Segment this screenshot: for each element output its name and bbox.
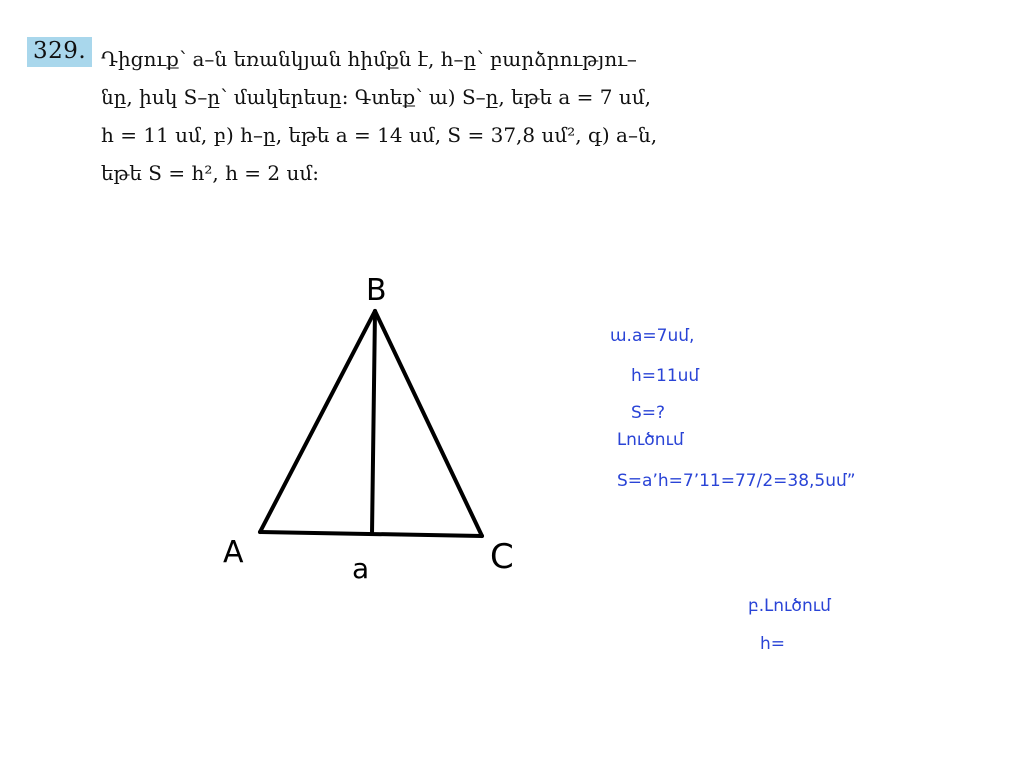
side-ab: [260, 311, 375, 532]
problem-line-1: Դիցուք՝ a–ն եռանկյան հիմքն է, h–ը՝ բարձրությու–: [101, 47, 637, 71]
base-label-a: a: [352, 552, 370, 585]
note-part-b-solution-label: բ.Լուծում: [748, 596, 831, 616]
note-part-a-solution-label: Լուծում: [617, 430, 684, 450]
problem-number-badge: 329.: [27, 37, 92, 67]
side-bc: [375, 311, 482, 536]
vertex-label-b: B: [366, 273, 387, 308]
problem-line-3: h = 11 սմ, բ) h–ը, եթե a = 14 սմ, S = 37,8 սմ², գ) a–ն,: [101, 123, 658, 147]
note-part-a-given-h: h=11սմ: [631, 366, 700, 386]
note-part-a-find: S=?: [631, 403, 666, 423]
note-part-b-h: h=: [760, 634, 786, 654]
vertex-label-c: C: [490, 537, 514, 577]
note-part-a-solution: S=a’h=7’11=77/2=38,5սմ”: [617, 471, 856, 491]
height-line: [372, 311, 375, 534]
problem-line-2: նը, իսկ S–ը՝ մակերեսը: Գտեք՝ ա) S–ը, եթե a = 7 սմ,: [101, 85, 651, 109]
note-part-a-given-a: ա.a=7սմ,: [610, 326, 695, 346]
problem-line-4: եթե S = h², h = 2 սմ:: [101, 161, 320, 185]
vertex-label-a: A: [223, 535, 244, 570]
